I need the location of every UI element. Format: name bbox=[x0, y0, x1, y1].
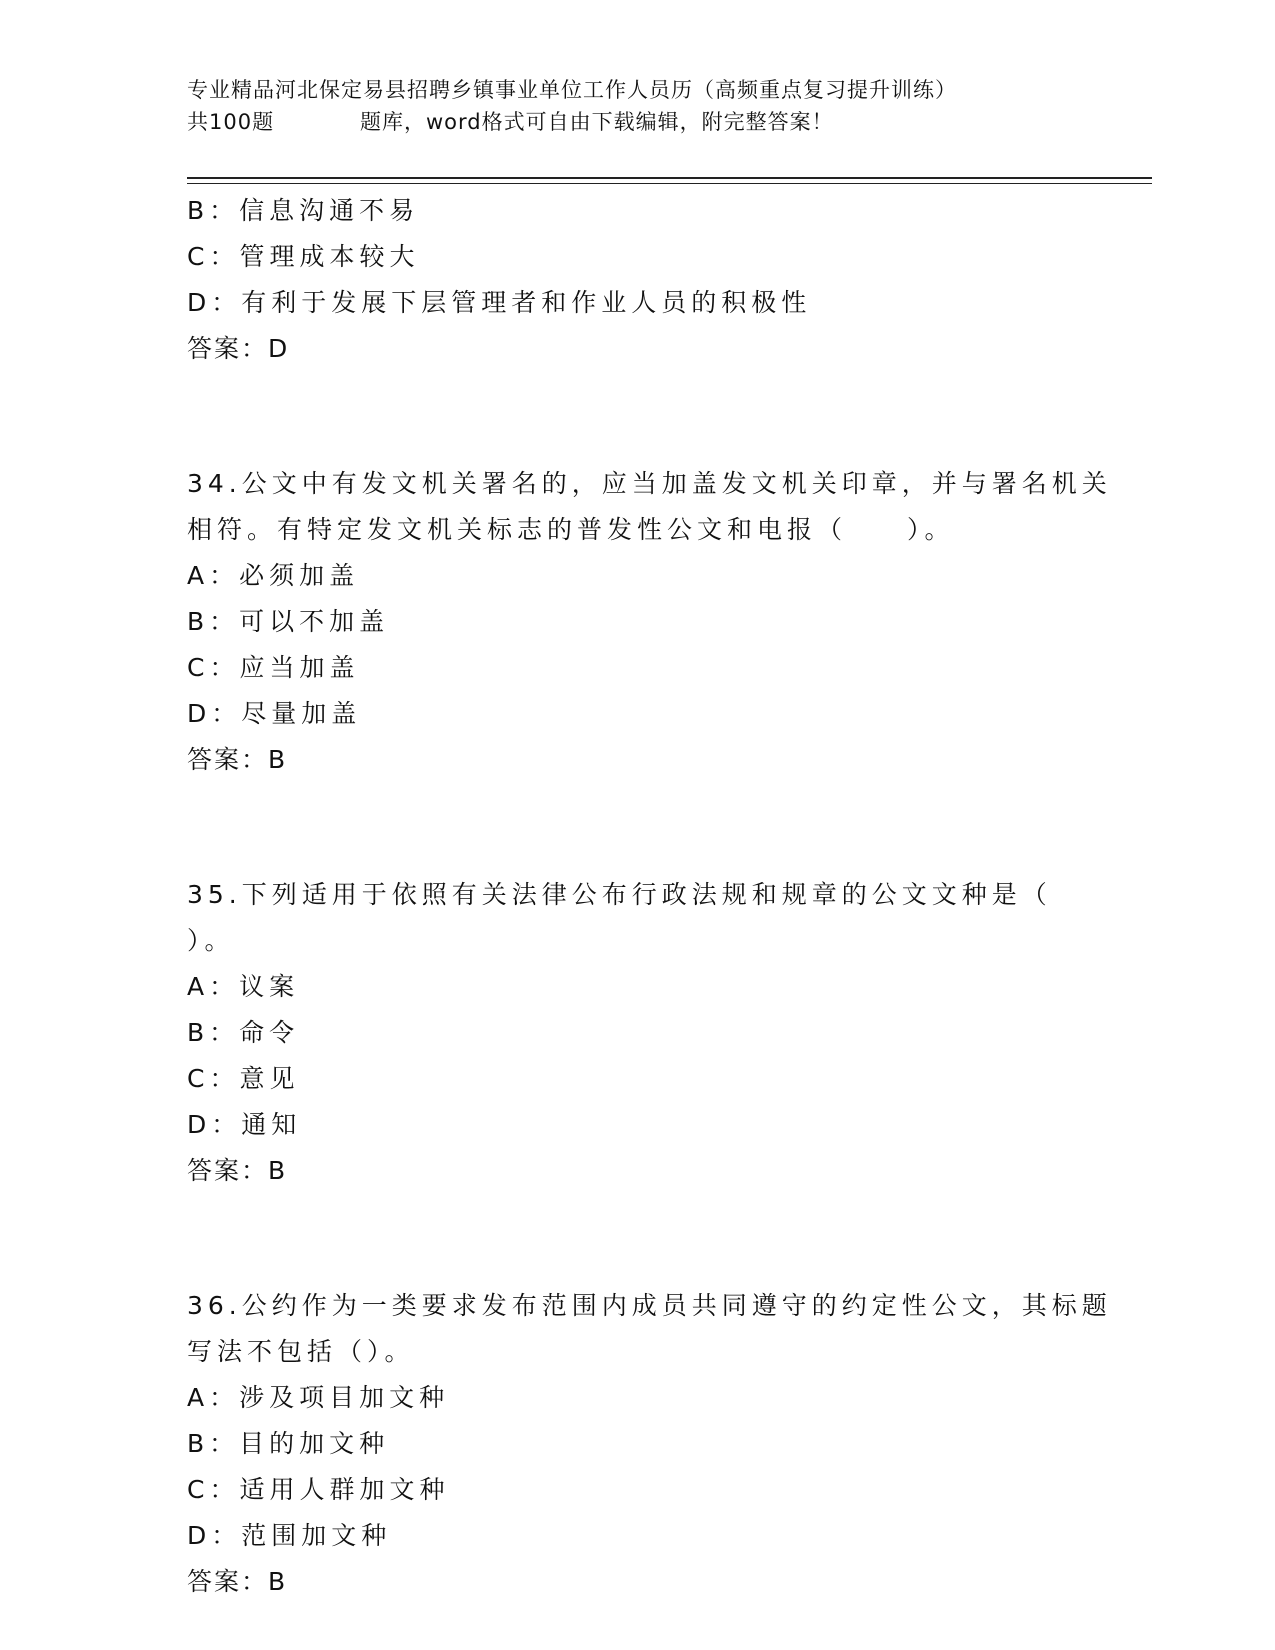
question-spacer bbox=[187, 372, 1087, 461]
question-count: 共100题 bbox=[187, 110, 275, 134]
option-c: C：意见 bbox=[187, 1064, 300, 1093]
answer-label: 答案：D bbox=[187, 334, 290, 363]
option-a: A：必须加盖 bbox=[187, 561, 360, 590]
option-c: C：管理成本较大 bbox=[187, 242, 420, 271]
question-stem-line: 36.公约作为一类要求发布范围内成员共同遵守的约定性公文，其标题 bbox=[187, 1291, 1112, 1320]
answer-label: 答案：B bbox=[187, 745, 288, 774]
question-stem-line: 34.公文中有发文机关署名的，应当加盖发文机关印章，并与署名机关 bbox=[187, 469, 1112, 498]
answer-label: 答案：B bbox=[187, 1567, 288, 1596]
document-header bbox=[187, 74, 1147, 138]
question-stem-line: 写法不包括（）。 bbox=[187, 1337, 415, 1366]
question-list bbox=[187, 188, 1112, 1605]
question-block-33 bbox=[187, 188, 1087, 372]
document-title: 专业精品河北保定易县招聘乡镇事业单位工作人员历（高频重点复习提升训练） bbox=[187, 78, 957, 102]
header-divider-thin bbox=[187, 183, 1152, 184]
option-b: B：目的加文种 bbox=[187, 1429, 390, 1458]
option-a: A：涉及项目加文种 bbox=[187, 1383, 450, 1412]
answer-label: 答案：B bbox=[187, 1156, 288, 1185]
document-subtitle-row bbox=[187, 106, 1147, 138]
option-d: D：通知 bbox=[187, 1110, 302, 1139]
option-b: B：命令 bbox=[187, 1018, 300, 1047]
question-stem-line: ）。 bbox=[187, 926, 235, 955]
option-a: A：议案 bbox=[187, 972, 300, 1001]
option-d: D：范围加文种 bbox=[187, 1521, 392, 1550]
document-subtitle: 题库，word格式可自由下载编辑，附完整答案！ bbox=[360, 110, 834, 134]
option-c: C：应当加盖 bbox=[187, 653, 360, 682]
option-c: C：适用人群加文种 bbox=[187, 1475, 450, 1504]
header-divider-thick bbox=[187, 177, 1152, 179]
question-spacer bbox=[187, 1194, 1087, 1283]
option-b: B：信息沟通不易 bbox=[187, 196, 420, 225]
question-stem-line: 相符。有特定发文机关标志的普发性公文和电报（ ）。 bbox=[187, 515, 955, 544]
question-spacer bbox=[187, 783, 1087, 872]
question-block-35 bbox=[187, 872, 1087, 1194]
option-b: B：可以不加盖 bbox=[187, 607, 390, 636]
question-stem-line: 35.下列适用于依照有关法律公布行政法规和规章的公文文种是（ bbox=[187, 880, 1052, 909]
question-block-36 bbox=[187, 1283, 1112, 1605]
option-d: D：尽量加盖 bbox=[187, 699, 362, 728]
question-block-34 bbox=[187, 461, 1112, 783]
option-d: D：有利于发展下层管理者和作业人员的积极性 bbox=[187, 288, 812, 317]
